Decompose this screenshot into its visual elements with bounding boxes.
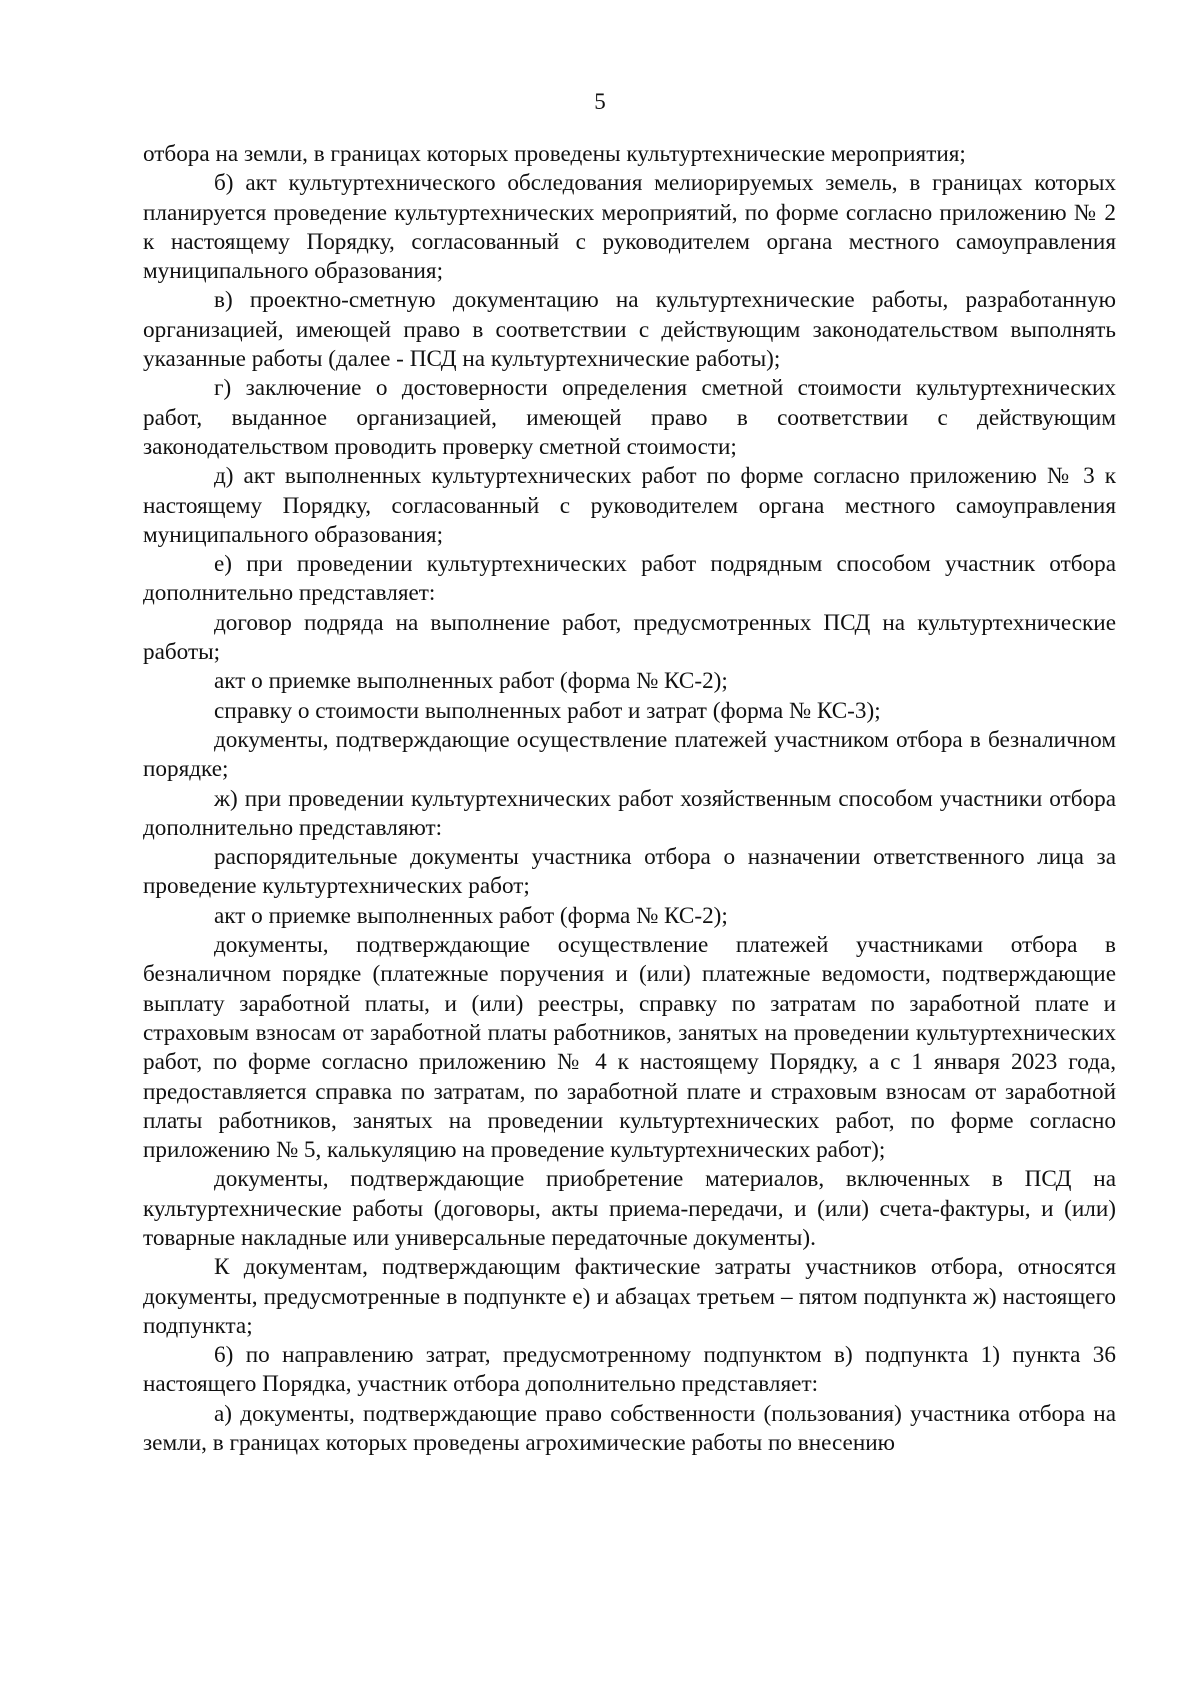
paragraph: документы, подтверждающие приобретение материалов, включенных в ПСД на культуртехнические работы (договоры, акты приема-передачи, и (или) счета-фактуры, и (или) товарные накладные или универсальные передаточные документы). (143, 1166, 1116, 1251)
paragraph: распорядительные документы участника отбора о назначении ответственного лица за проведение культуртехнических работ; (143, 844, 1116, 900)
paragraph: отбора на земли, в границах которых проведены культуртехнические мероприятия; (143, 141, 966, 167)
paragraph: ж) при проведении культуртехнических работ хозяйственным способом участники отбора дополнительно представляют: (143, 785, 1116, 841)
document-body (143, 140, 1116, 1458)
paragraph: документы, подтверждающие осуществление платежей участником отбора в безналичном порядке; (143, 726, 1116, 783)
paragraph: в) проектно-сметную документацию на культуртехнические работы, разработанную организацией, имеющей право в соответствии с действующим законодательством выполнять указанные работы (далее - ПСД на культуртехнические работы); (143, 287, 1116, 373)
paragraph: К документам, подтверждающим фактические затраты участников отбора, относятся документы, предусмотренные в подпункте е) и абзацах третьем – пятом подпункта ж) настоящего подпункта; (143, 1254, 1116, 1339)
paragraph: договор подряда на выполнение работ, предусмотренных ПСД на культуртехнические работы; (143, 609, 1116, 666)
paragraph: справку о стоимости выполненных работ и затрат (форма № КС-3); (214, 697, 881, 724)
paragraph: 6) по направлению затрат, предусмотренному подпунктом в) подпункта 1) пункта 36 настоящего Порядка, участник отбора дополнительно представляет: (143, 1342, 1116, 1398)
paragraph: е) при проведении культуртехнических работ подрядным способом участник отбора дополнительно представляет: (143, 551, 1116, 607)
paragraph: акт о приемке выполненных работ (форма № КС-2); (214, 668, 728, 695)
paragraph: а) документы, подтверждающие право собственности (пользования) участника отбора на земли, в границах которых проведены агрохимические работы по внесению (143, 1400, 1116, 1457)
paragraph: г) заключение о достоверности определения сметной стоимости культуртехнических работ, выданное организацией, имеющей право в соответствии с действующим законодательством проводить проверку сметной стоимости; (143, 375, 1116, 460)
paragraph: б) акт культуртехнического обследования мелиорируемых земель, в границах которых планируется проведение культуртехнических мероприятий, по форме согласно приложению № 2 к настоящему Порядку, согласованный с руководителем органа местного самоуправления муниципального образования; (143, 170, 1116, 285)
paragraph: акт о приемке выполненных работ (форма № КС-2); (214, 902, 728, 929)
paragraph: документы, подтверждающие осуществление платежей участниками отбора в безналичном порядке (платежные поручения и (или) платежные ведомости, подтверждающие выплату заработной платы, и (или) реестры, справку по затратам по заработной плате и страховым взносам от заработной платы работников, занятых на проведении культуртехнических работ, по форме согласно приложению № 4 к настоящему Порядку, а с 1 января 2023 года, предоставляется справка по затратам, по заработной плате и страховым взносам от заработной платы работников, занятых на проведении культуртехнических работ, по форме согласно приложению № 5, калькуляцию на проведение культуртехнических работ); (143, 932, 1116, 1164)
paragraph: д) акт выполненных культуртехнических работ по форме согласно приложению № 3 к настоящему Порядку, согласованный с руководителем органа местного самоуправления муниципального образования; (143, 463, 1116, 548)
page-number: 5 (594, 89, 606, 114)
